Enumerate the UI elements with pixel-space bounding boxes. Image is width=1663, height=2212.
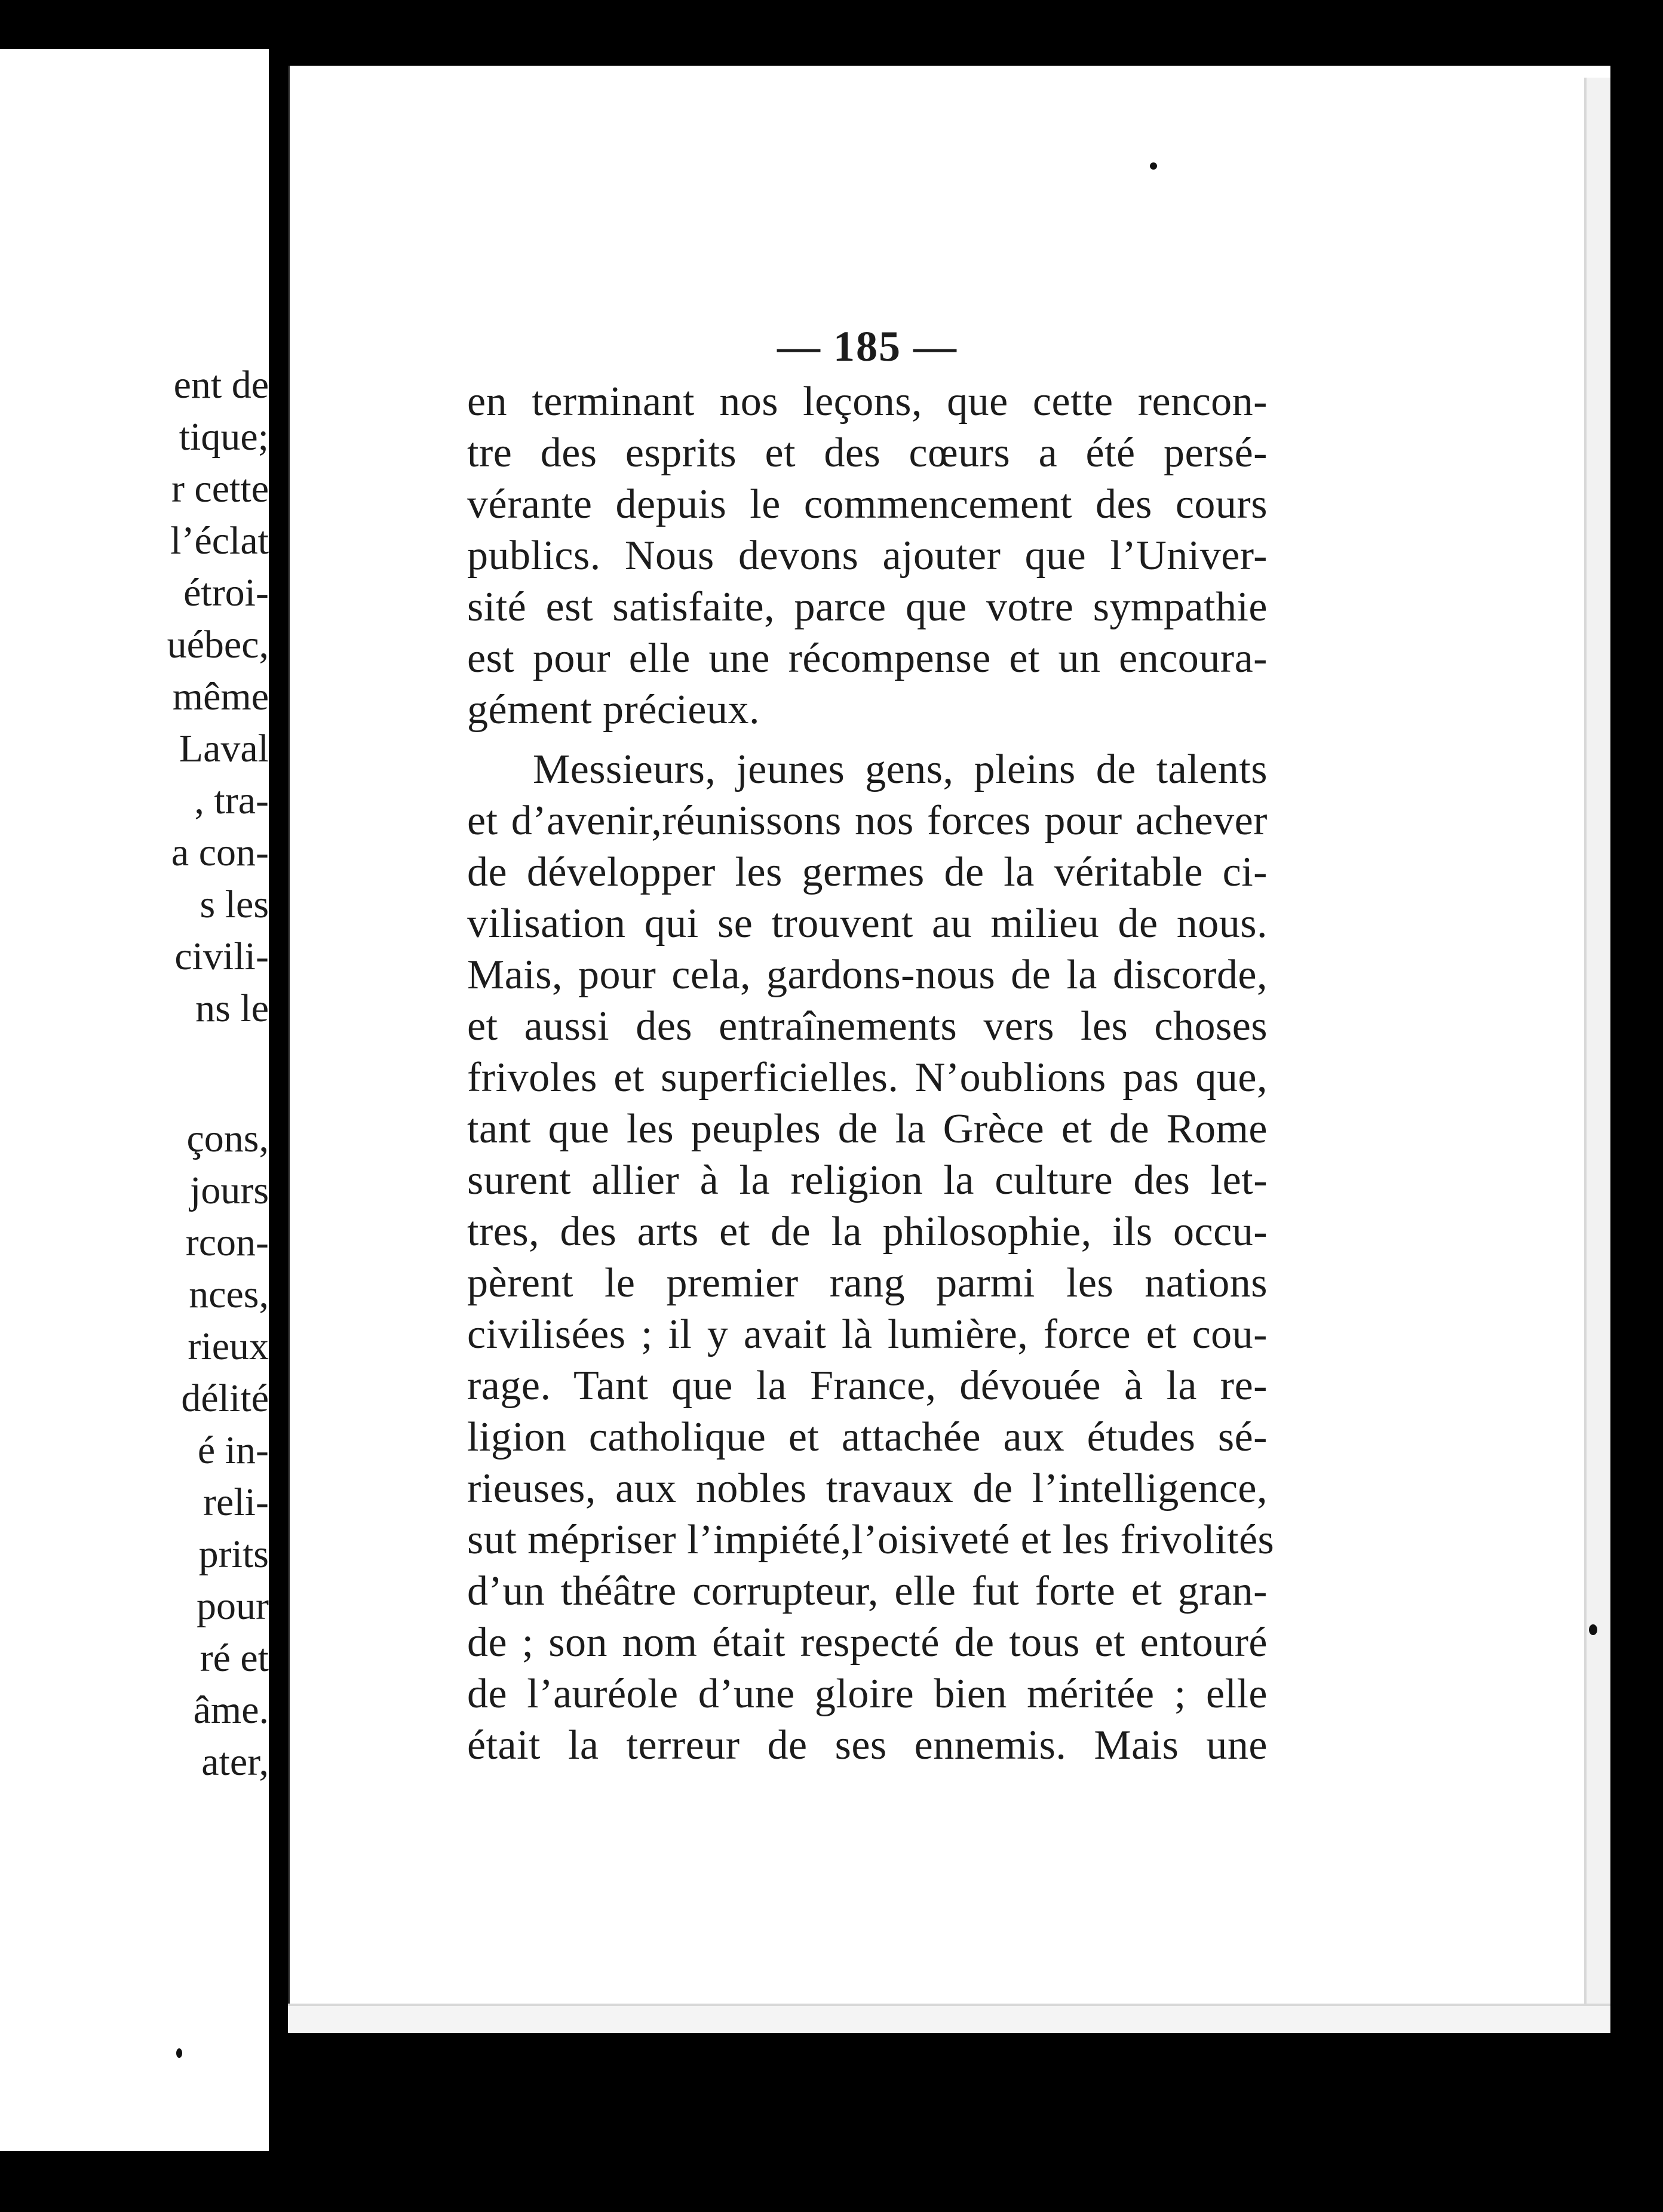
text-line: surent allier à la religion la culture des let- bbox=[467, 1157, 1268, 1203]
left-line: Laval bbox=[179, 727, 269, 770]
text-line: tre des esprits et des cœurs a été persé- bbox=[467, 430, 1268, 476]
text-line: d’un théâtre corrupteur, elle fut forte et gran- bbox=[467, 1568, 1268, 1614]
left-page-fragment bbox=[0, 49, 269, 2151]
left-line: délité bbox=[181, 1377, 269, 1420]
text-line: Messieurs, jeunes gens, pleins de talents bbox=[533, 746, 1268, 792]
page-edge-bottom bbox=[288, 2004, 1610, 2033]
text-line: tres, des arts et de la philosophie, ils occu- bbox=[467, 1209, 1268, 1255]
text-line: sité est satisfaite, parce que votre sympathie bbox=[467, 584, 1268, 630]
left-line: ré et bbox=[200, 1636, 269, 1680]
left-line: é in- bbox=[197, 1428, 269, 1472]
text-line: rieuses, aux nobles travaux de l’intelligence, bbox=[467, 1466, 1268, 1511]
text-line: publics. Nous devons ajouter que l’Univer- bbox=[467, 533, 1268, 579]
text-line: vilisation qui se trouvent au milieu de nous. bbox=[467, 901, 1268, 947]
left-line: tique; bbox=[179, 415, 269, 459]
left-line: prits bbox=[198, 1532, 269, 1576]
text-line: rage. Tant que la France, dévouée à la re- bbox=[467, 1363, 1268, 1409]
left-line: ns le bbox=[195, 987, 269, 1030]
left-line: uébec, bbox=[167, 623, 269, 666]
left-line: même bbox=[172, 675, 269, 718]
text-line: pèrent le premier rang parmi les nations bbox=[467, 1260, 1268, 1306]
page-edge-right bbox=[1584, 78, 1610, 2024]
ink-speck bbox=[1150, 162, 1157, 170]
left-line: nces, bbox=[189, 1273, 269, 1316]
page-number: — 185 — bbox=[777, 322, 958, 370]
text-line: en terminant nos leçons, que cette rencon- bbox=[467, 379, 1268, 425]
text-line: gément précieux. bbox=[467, 687, 760, 733]
text-line: civilisées ; il y avait là lumière, force et cou- bbox=[467, 1311, 1268, 1357]
left-line: pour bbox=[197, 1584, 269, 1628]
text-line: était la terreur de ses ennemis. Mais une bbox=[467, 1722, 1268, 1768]
left-line: reli- bbox=[203, 1480, 269, 1524]
left-line: âme. bbox=[193, 1688, 269, 1732]
left-line: rcon- bbox=[185, 1221, 269, 1264]
left-line: civili- bbox=[174, 935, 269, 978]
ink-speck bbox=[1589, 1624, 1597, 1635]
text-line: et aussi des entraînements vers les choses bbox=[467, 1003, 1268, 1049]
text-line: sut mépriser l’impiété,l’oisiveté et les frivolités bbox=[467, 1517, 1275, 1563]
text-line: est pour elle une récompense et un encoura- bbox=[467, 635, 1268, 681]
text-line: vérante depuis le commencement des cours bbox=[467, 481, 1268, 527]
left-line: étroi- bbox=[183, 571, 269, 615]
left-line: a con- bbox=[171, 831, 269, 874]
text-line: de ; son nom était respecté de tous et entouré bbox=[467, 1620, 1268, 1666]
left-line: rieux bbox=[188, 1325, 269, 1368]
text-line: ligion catholique et attachée aux études sé- bbox=[467, 1414, 1268, 1460]
left-line: l’éclat bbox=[170, 519, 269, 563]
left-line: s les bbox=[200, 883, 269, 926]
left-line: r cette bbox=[171, 467, 269, 511]
text-line: de l’auréole d’une gloire bien méritée ; elle bbox=[467, 1671, 1268, 1717]
left-line: ater, bbox=[201, 1740, 269, 1784]
left-line: ent de bbox=[173, 363, 269, 407]
left-line: jours bbox=[190, 1169, 269, 1212]
left-line: çons, bbox=[186, 1117, 269, 1160]
left-line: , tra- bbox=[194, 779, 269, 822]
text-line: tant que les peuples de la Grèce et de Rome bbox=[467, 1106, 1268, 1152]
text-line: de développer les germes de la véritable ci- bbox=[467, 849, 1268, 895]
text-line: Mais, pour cela, gardons-nous de la discorde, bbox=[467, 952, 1268, 998]
text-line: et d’avenir,réunissons nos forces pour achever bbox=[467, 798, 1268, 844]
ink-speck bbox=[176, 2048, 182, 2058]
text-line: frivoles et superficielles. N’oublions pas que, bbox=[467, 1055, 1268, 1101]
